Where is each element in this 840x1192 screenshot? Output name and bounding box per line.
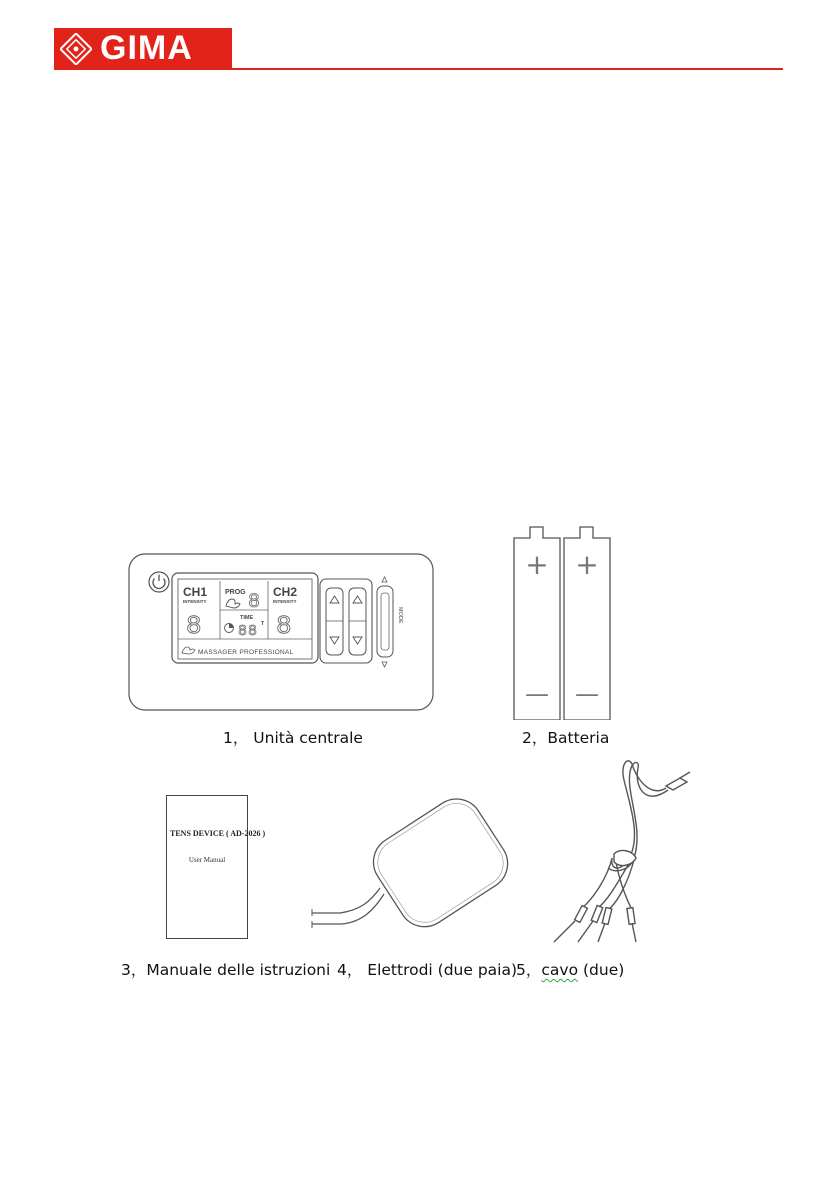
manual-title: TENS DEVICE ( AD-2026 ) [170, 829, 266, 838]
battery-1-plus: + [525, 548, 549, 581]
battery-2-minus: — [575, 680, 599, 708]
central-unit-illustration [128, 553, 434, 711]
ch1-intensity-label: INTENSITY [183, 599, 207, 604]
prog-label: PROG [225, 589, 246, 596]
ch1-intensity-buttons[interactable] [326, 588, 343, 655]
caption-item-4: 4， Elettrodi (due paia) [337, 961, 518, 979]
prog-digit: 8 [248, 591, 261, 614]
header-rule [232, 68, 783, 70]
manual-subtitle: User Manual [188, 856, 226, 864]
gima-logo-icon [60, 33, 92, 65]
ch2-intensity-label: INTENSITY [273, 599, 297, 604]
battery-1-minus: — [525, 680, 549, 708]
user-manual-illustration [166, 795, 266, 939]
ch2-label: CH2 [273, 585, 298, 599]
time-label: TIME [240, 615, 254, 621]
mode-label: MODE [397, 607, 403, 624]
ch2-digit: 8 [276, 611, 292, 641]
electrode-pad-illustration [310, 792, 525, 944]
caption-item-5-suffix: (due) [578, 961, 625, 979]
caption-item-5-word: cavo [541, 961, 579, 979]
caption-item-2: 2，Batteria [522, 729, 610, 747]
time-unit: T [261, 621, 265, 627]
battery-2-plus: + [575, 548, 599, 581]
ch2-intensity-buttons[interactable] [349, 588, 366, 655]
ch1-label: CH1 [183, 585, 208, 599]
brand-logo [54, 28, 232, 70]
caption-item-3: 3，Manuale delle istruzioni [121, 961, 331, 979]
caption-item-1: 1， Unità centrale [223, 729, 363, 747]
cable-illustration [550, 758, 695, 944]
ch1-digit: 8 [186, 611, 202, 641]
caption-item-5 [516, 958, 624, 980]
caption-item-5-prefix: 5， [516, 961, 542, 979]
battery-illustration [510, 524, 616, 720]
time-digit-2: 8 [248, 623, 258, 640]
power-icon[interactable] [149, 572, 169, 592]
brand-name: GIMA [100, 29, 193, 67]
brand-line: MASSAGER PROFESSIONAL [198, 649, 294, 656]
time-digit-1: 8 [238, 623, 248, 640]
